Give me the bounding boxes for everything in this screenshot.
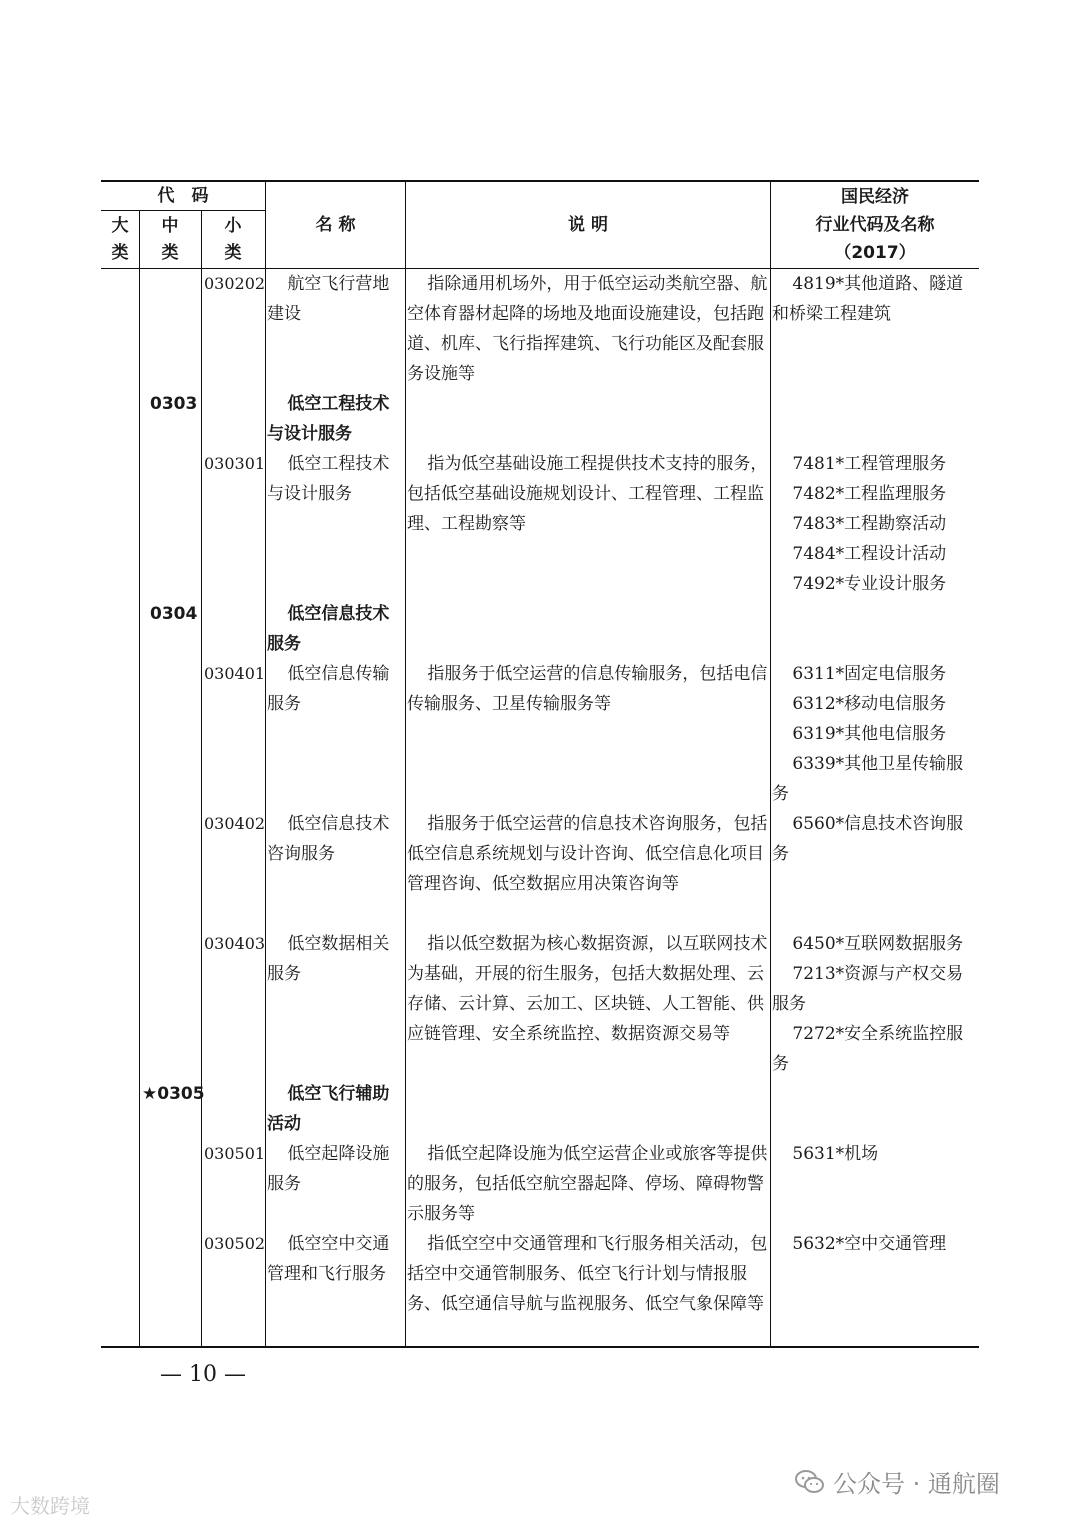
desc-030403: 指以低空数据为核心数据资源，以互联网技术为基础，开展的衍生服务，包括大数据处理、云存储、云计算、云加工、区块链、人工智能、供应链管理、安全系统监控、数据资源交易等 [407,934,768,1044]
desc-030401: 指服务于低空运营的信息传输服务，包括电信传输服务、卫星传输服务等 [407,664,768,714]
header-description: 说 明 [568,215,608,235]
name-030502: 低空空中交通管理和飞行服务 [267,1234,390,1284]
code-0305: ★0305 [142,1084,205,1104]
industry-6339: 6339*其他卫星传输服务 [772,754,964,804]
industry-7484: 7484*工程设计活动 [792,544,947,564]
watermark-right-text: 公众号 · 通航圈 [833,1470,1000,1498]
code-030502: 030502 [204,1234,266,1253]
industry-030202: 4819*其他道路、隧道和桥梁工程建筑 [772,274,964,324]
header-major: 大类 [111,216,129,263]
name-0305: 低空飞行辅助活动 [267,1084,390,1134]
desc-030402: 指服务于低空运营的信息技术咨询服务，包括低空信息系统规划与设计咨询、低空信息化项目管理咨询、低空数据应用决策咨询等 [407,814,768,894]
name-030501: 低空起降设施服务 [267,1144,390,1194]
header-minor: 小类 [224,216,242,263]
code-030403: 030403 [204,934,266,953]
desc-030301: 指为低空基础设施工程提供技术支持的服务，包括低空基础设施规划设计、工程管理、工程监理、工程勘察等 [407,454,768,534]
table-bottom-rule [101,1346,979,1348]
watermark-right [795,1464,1000,1499]
header-industry-line3: （2017） [834,243,916,263]
header-industry-line2: 行业代码及名称 [815,215,935,235]
desc-030502: 指低空空中交通管理和飞行服务相关活动，包括空中交通管制服务、低空飞行计划与情报服务、低空通信导航与监视服务、低空气象保障等 [407,1234,768,1314]
code-030501: 030501 [204,1144,266,1163]
col-rule-2 [201,210,202,1347]
code-030202: 030202 [204,274,266,293]
name-030301: 低空工程技术与设计服务 [267,454,390,504]
col-rule-4 [405,180,406,1347]
name-030202: 航空飞行营地建设 [267,274,390,324]
industry-6312: 6312*移动电信服务 [792,694,947,714]
desc-030202: 指除通用机场外，用于低空运动类航空器、航空体育器材起降的场地及地面设施建设，包括跑道、机库、飞行指挥建筑、飞行功能区及配套服务设施等 [407,274,768,384]
wechat-icon [795,1469,825,1495]
industry-6450: 6450*互联网数据服务 [792,934,964,954]
code-subheader-rule [101,210,266,211]
name-0303: 低空工程技术与设计服务 [267,394,390,444]
header-code: 代 码 [157,186,209,206]
page-number: — 10 — [160,1362,246,1387]
col-rule-5 [770,180,771,1347]
industry-6311: 6311*固定电信服务 [792,664,947,684]
header-name: 名 称 [315,215,356,235]
desc-030501: 指低空起降设施为低空运营企业或旅客等提供的服务，包括低空航空器起降、停场、障碍物警示服务等 [407,1144,768,1224]
industry-7213: 7213*资源与产权交易服务 [772,964,964,1014]
industry-6319: 6319*其他电信服务 [792,724,947,744]
name-0304: 低空信息技术服务 [267,604,390,654]
industry-5632: 5632*空中交通管理 [792,1234,947,1254]
name-030402: 低空信息技术咨询服务 [267,814,390,864]
industry-5631: 5631*机场 [792,1144,879,1164]
header-industry-line1: 国民经济 [841,187,909,207]
watermark-left-text: 大数跨境 [10,1494,90,1518]
industry-6560: 6560*信息技术咨询服务 [772,814,964,864]
name-030403: 低空数据相关服务 [267,934,390,984]
industry-7492: 7492*专业设计服务 [792,574,947,594]
name-030401: 低空信息传输服务 [267,664,390,714]
code-030301: 030301 [204,454,266,473]
col-rule-3 [265,180,266,1347]
header-middle: 中类 [161,216,179,263]
code-0304: 0304 [150,604,198,624]
col-rule-1 [139,210,140,1347]
code-0303: 0303 [150,394,198,414]
industry-7481: 7481*工程管理服务 [792,454,947,474]
code-030401: 030401 [204,664,266,683]
watermark-left [10,1490,90,1519]
industry-7272: 7272*安全系统监控服务 [772,1024,964,1074]
industry-7483: 7483*工程勘察活动 [792,514,947,534]
code-030402: 030402 [204,814,266,833]
industry-7482: 7482*工程监理服务 [792,484,947,504]
